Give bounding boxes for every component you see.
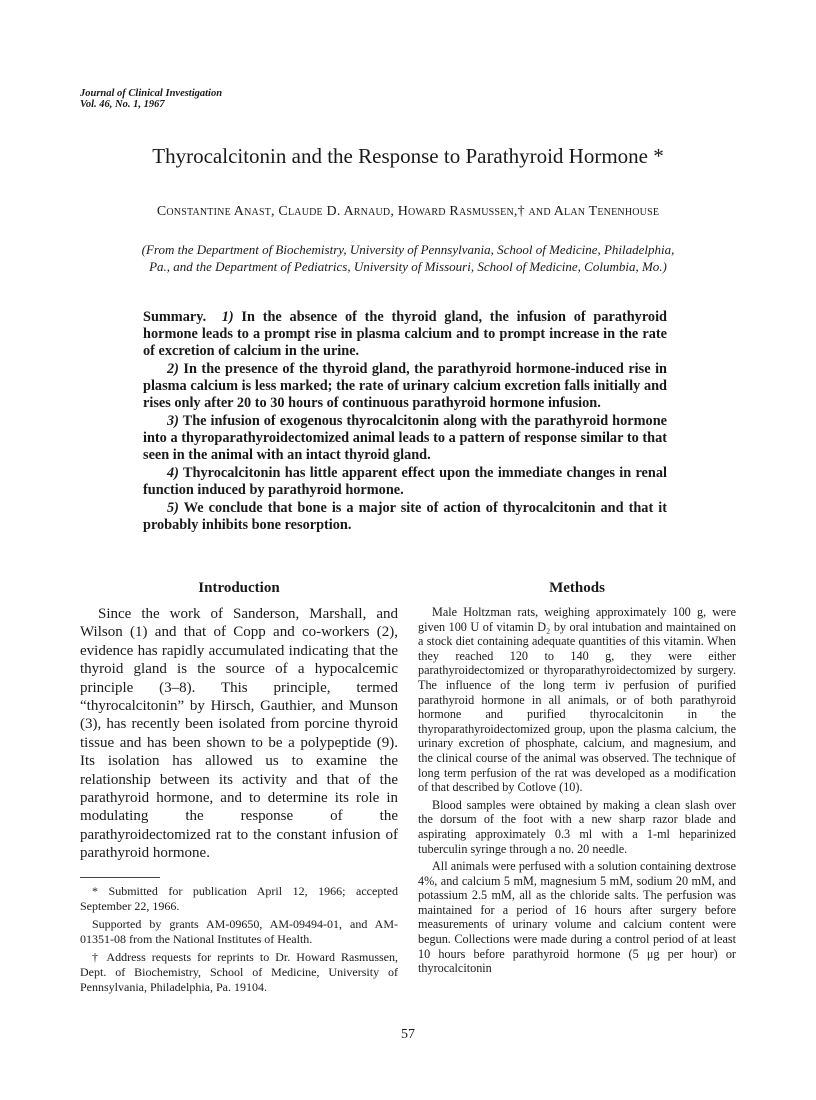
summary-item [143,500,667,534]
summary-item-text: In the absence of the thyroid gland, the infusion of parathyroid hormone leads to a prompt rise in plasma calcium and to prompt increase in the rate of excretion of calcium in the urine. [143,309,667,359]
footnotes [80,884,398,998]
methods-paragraph: Blood samples were obtained by making a clean slash over the dorsum of the foot with a new sharp razor blade and aspirating approximately 0.3 ml with a 1-ml heparinized tuberculin syringe through a no. 20 needle. [418,797,736,856]
methods-paragraph: All animals were perfused with a solution containing dextrose 4%, and calcium 5 mM, magnesium 5 mM, sodium 20 mM, and potassium 2.5 mM, all as the chloride salts. The perfusion was maintained for a period of 16 hours after surgery before measurements of urinary volume and calcium content were begun. Collections were made during a control period of at least 10 hours before parathyroid hormone (5 μg per hour) or thyrocalcitonin [418,859,736,976]
page-number: 57 [401,1027,415,1042]
footnote-reprints: † Address requests for reprints to Dr. Howard Rasmussen, Dept. of Biochemistry, School of Medicine, University of Pennsylvania, Philadelphia, Pa. 19104. [80,950,398,994]
summary-item-text: Thyrocalcitonin has little apparent effect upon the immediate changes in renal function induced by parathyroid hormone. [143,465,667,498]
summary-item-number: 3) [167,413,179,429]
summary-item-number: 2) [167,361,179,377]
introduction-paragraph: Since the work of Sanderson, Marshall, and Wilson (1) and that of Copp and co-workers (2), evidence has rapidly accumulated indicating that the thyroid gland is the source of a hypocalcemic principle (3–8). This principle, termed “thyrocalcitonin” by Hirsch, Gauthier, and Munson (3), has recently been isolated from porcine thyroid tissue and has been shown to be a polypeptide (9). Its isolation has allowed us to examine the relationship between its activity and that of the parathyroid hormone, and to determine its role in modulating the response of the parathyroidectomized rat to the constant infusion of parathyroid hormone. [80,606,398,862]
summary-label: Summary. [143,309,207,325]
summary-item-number: 1) [221,309,234,325]
footnote-received: * Submitted for publication April 12, 1966; accepted September 22, 1966. [80,884,398,913]
summary-item [143,309,667,360]
journal-citation [80,88,222,110]
methods-heading: Methods [549,580,605,596]
methods-paragraph: Male Holtzman rats, weighing approximately 100 g, were given 100 U of vitamin D₂ by oral intubation and maintained on a stock diet containing adequate quantities of this vitamin. When they reached 120 to 140 g, they were either parathyroidectomized or thyroparathyroidectomized by surgery. The influence of the long term iv perfusion of purified parathyroid hormone in all animals, or of both parathyroid hormone and purified thyrocalcitonin in the thyroparathyroidectomized group, upon the plasma calcium, the urinary excretion of phosphate, calcium, and magnesium, and the clinical course of the animal was observed. The technique of long term perfusion of the rat was developed as a modification of that described by Cotlove (10). [418,605,736,795]
summary-item-number: 5) [167,500,179,516]
journal-volume: Vol. 46, No. 1, 1967 [80,99,165,110]
summary-item [143,465,667,499]
summary-item-text: In the presence of the thyroid gland, the parathyroid hormone-induced rise in plasma calcium is less marked; the rate of urinary calcium excretion falls initially and rises only after 20 to 30 hours of continuous parathyroid hormone infusion. [143,361,667,411]
summary-abstract [143,309,667,535]
author-list: Constantine Anast, Claude D. Arnaud, Howard Rasmussen,† and Alan Tenenhouse [156,204,660,219]
introduction-heading: Introduction [198,580,280,596]
summary-item-text: The infusion of exogenous thyrocalcitonin along with the parathyroid hormone into a thyroparathyroidectomized animal leads to a pattern of response similar to that seen in the animal with an intact thyroid gland. [143,413,667,463]
summary-item [143,361,667,412]
journal-name: Journal of Clinical Investigation [80,88,223,99]
summary-item-text: We conclude that bone is a major site of action of thyrocalcitonin and that it probably inhibits bone resorption. [143,500,667,533]
footnote-divider [80,877,160,878]
footnote-grants: Supported by grants AM-09650, AM-09494-01, and AM-01351-08 from the National Institutes of Health. [80,917,398,946]
introduction-body [80,605,398,863]
methods-body [418,605,736,979]
article-title: Thyrocalcitonin and the Response to Parathyroid Hormone * [152,144,664,168]
summary-item-number: 4) [167,465,179,481]
summary-item [143,413,667,464]
affiliation: (From the Department of Biochemistry, University of Pennsylvania, School of Medicine, Philadelphia, Pa., and the Department of Pediatrics, University of Missouri, School of Medicine, Columbia, Mo.) [141,242,675,274]
